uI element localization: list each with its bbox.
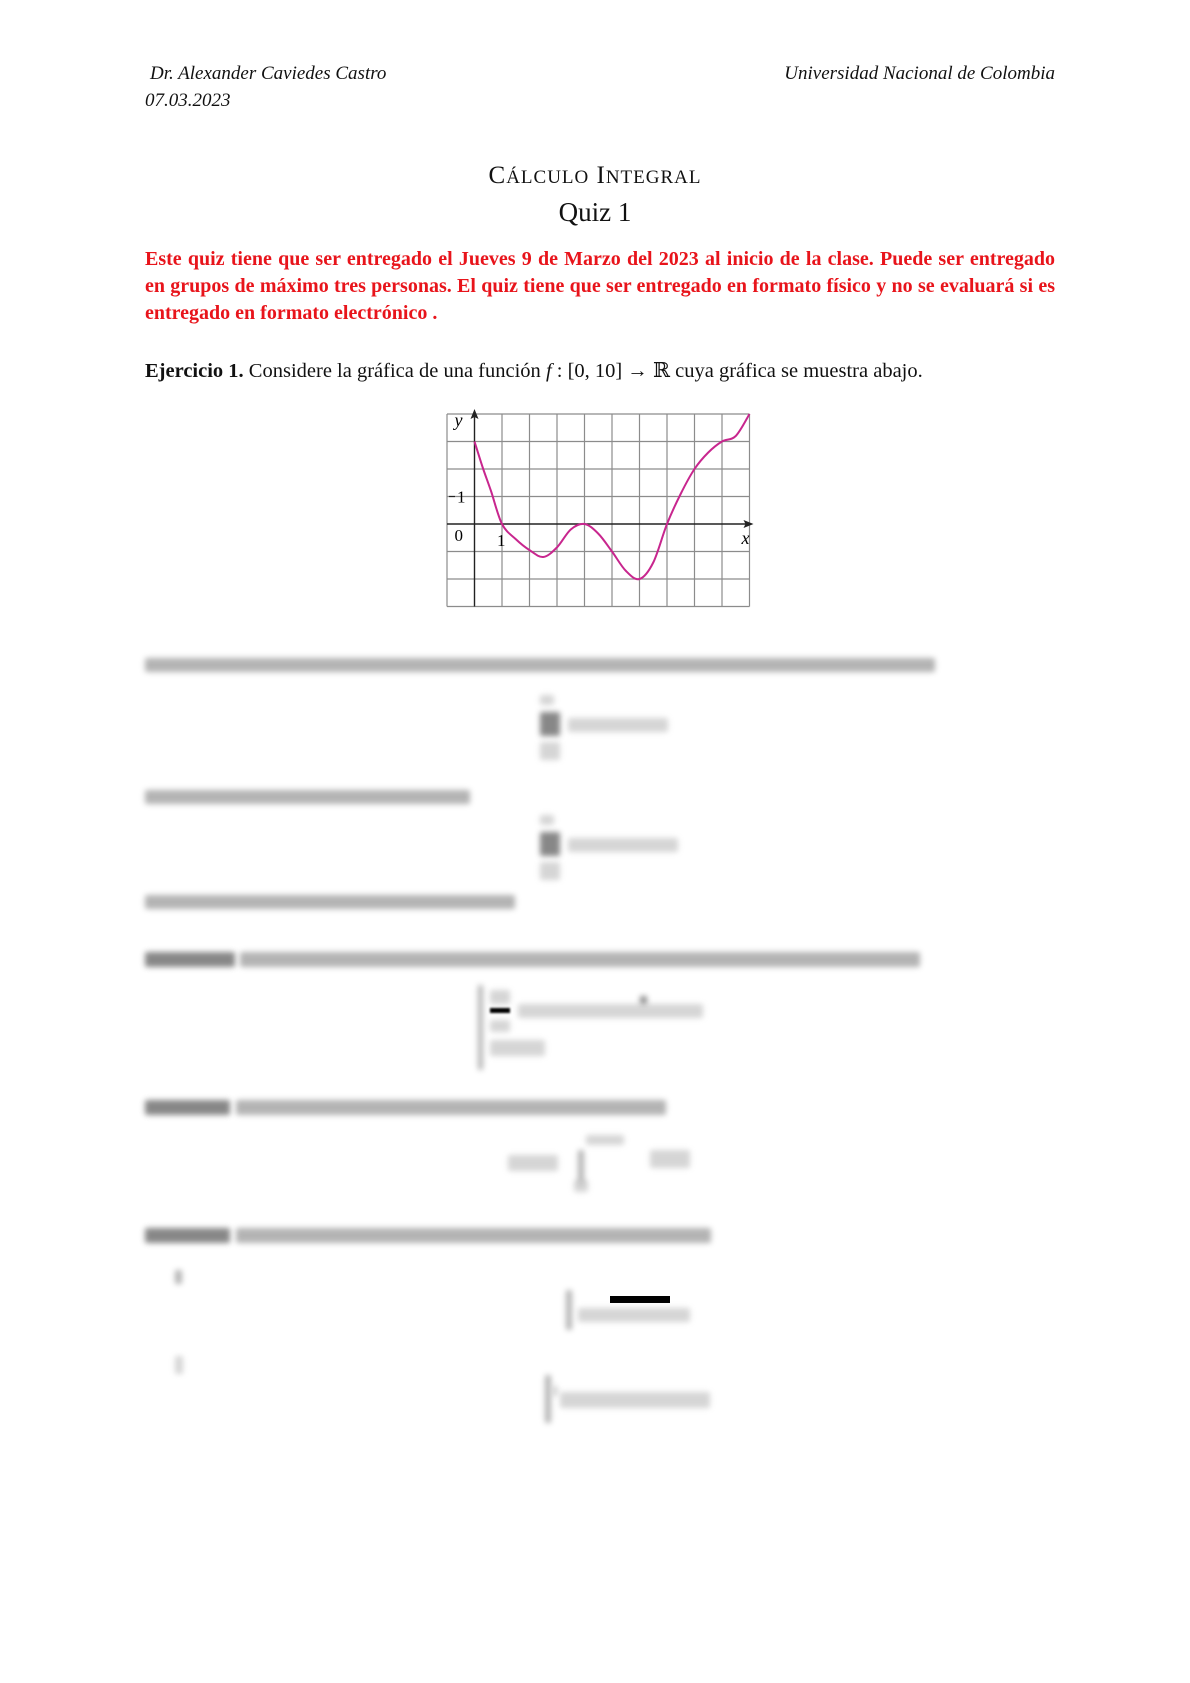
exercise-1-statement xyxy=(145,358,923,383)
blurred-sum-lower-limit xyxy=(540,742,560,760)
x-tick-label-1: 1 xyxy=(497,531,506,550)
blurred-text-line xyxy=(145,790,470,804)
document-date: 07.03.2023 xyxy=(145,90,231,111)
graph-grid xyxy=(447,414,750,607)
blurred-item-number xyxy=(175,1356,183,1374)
blurred-exercise-2-text xyxy=(240,952,920,967)
blurred-exercise-3-text xyxy=(236,1100,666,1115)
fraction-bar xyxy=(490,1008,510,1013)
blurred-sum-upper-limit xyxy=(540,695,554,705)
exercise-1-function-name: f xyxy=(545,360,552,382)
exercise-1-text-after: cuya gráfica se muestra abajo. xyxy=(675,360,923,382)
origin-label: 0 xyxy=(454,526,463,545)
blurred-initial-condition xyxy=(490,1040,545,1056)
course-title-initial-1: C xyxy=(488,162,507,189)
blurred-sigma xyxy=(540,832,560,856)
blurred-upper-limit xyxy=(586,1135,624,1145)
course-title-initial-2: I xyxy=(596,162,606,189)
blurred-upper-limit xyxy=(552,1386,558,1396)
blurred-exercise-3-label xyxy=(145,1100,230,1115)
y-axis-label: y xyxy=(454,410,463,430)
blurred-sum-lower-limit xyxy=(540,862,560,880)
exercise-1-domain: : [0, 10] → ℝ xyxy=(556,360,671,382)
blurred-sum-term xyxy=(568,838,678,852)
blurred-equation xyxy=(518,1004,703,1018)
blurred-sum-term xyxy=(568,718,668,732)
graph-axes xyxy=(447,409,754,607)
exercise-1-label: Ejercicio 1. xyxy=(145,360,244,382)
x-axis-label: x xyxy=(741,528,750,548)
submission-notice: Este quiz tiene que ser entregado el Jueves 9 de Marzo del 2023 al inicio de la clase. Puede ser entregado en grupos de máximo tres personas. El quiz tiene que ser entregado en formato físico y no se evaluará si es entregado en formato electrónico . xyxy=(145,248,1055,324)
blurred-integral-sign xyxy=(545,1375,551,1423)
blurred-lower-limit xyxy=(574,1180,588,1192)
function-graph xyxy=(440,405,760,620)
sqrt-bar xyxy=(610,1296,670,1303)
exercise-1-text-before: Considere la gráfica de una función xyxy=(248,360,541,382)
blurred-exercise-2-label xyxy=(145,952,235,967)
blurred-sum-upper-limit xyxy=(540,815,554,825)
y-tick-label-1: 1 xyxy=(457,487,466,507)
blurred-integral-sign xyxy=(566,1290,572,1330)
course-title-rest-1: ÁLCULO xyxy=(506,167,590,188)
blurred-function-lhs xyxy=(508,1155,558,1171)
blurred-integrand xyxy=(560,1392,710,1408)
blurred-derivative xyxy=(490,990,510,1004)
course-title-rest-2: NTEGRAL xyxy=(605,167,702,188)
blurred-item-number xyxy=(175,1270,182,1284)
blurred-text-line xyxy=(145,658,935,672)
blurred-exercise-4-label xyxy=(145,1228,230,1243)
blurred-brace xyxy=(478,985,483,1070)
quiz-title: Quiz 1 xyxy=(558,197,632,227)
blurred-integrand xyxy=(578,1308,690,1322)
blurred-text-line xyxy=(145,895,515,909)
blurred-denominator xyxy=(490,1020,510,1032)
blurred-exercise-4-text xyxy=(236,1228,711,1243)
author-name: Dr. Alexander Caviedes Castro xyxy=(150,63,387,84)
institution-name: Universidad Nacional de Colombia xyxy=(784,63,1055,84)
blurred-sigma xyxy=(540,712,560,736)
blurred-integrand xyxy=(650,1150,690,1168)
course-title xyxy=(0,162,1190,190)
blurred-exponent xyxy=(640,996,647,1004)
